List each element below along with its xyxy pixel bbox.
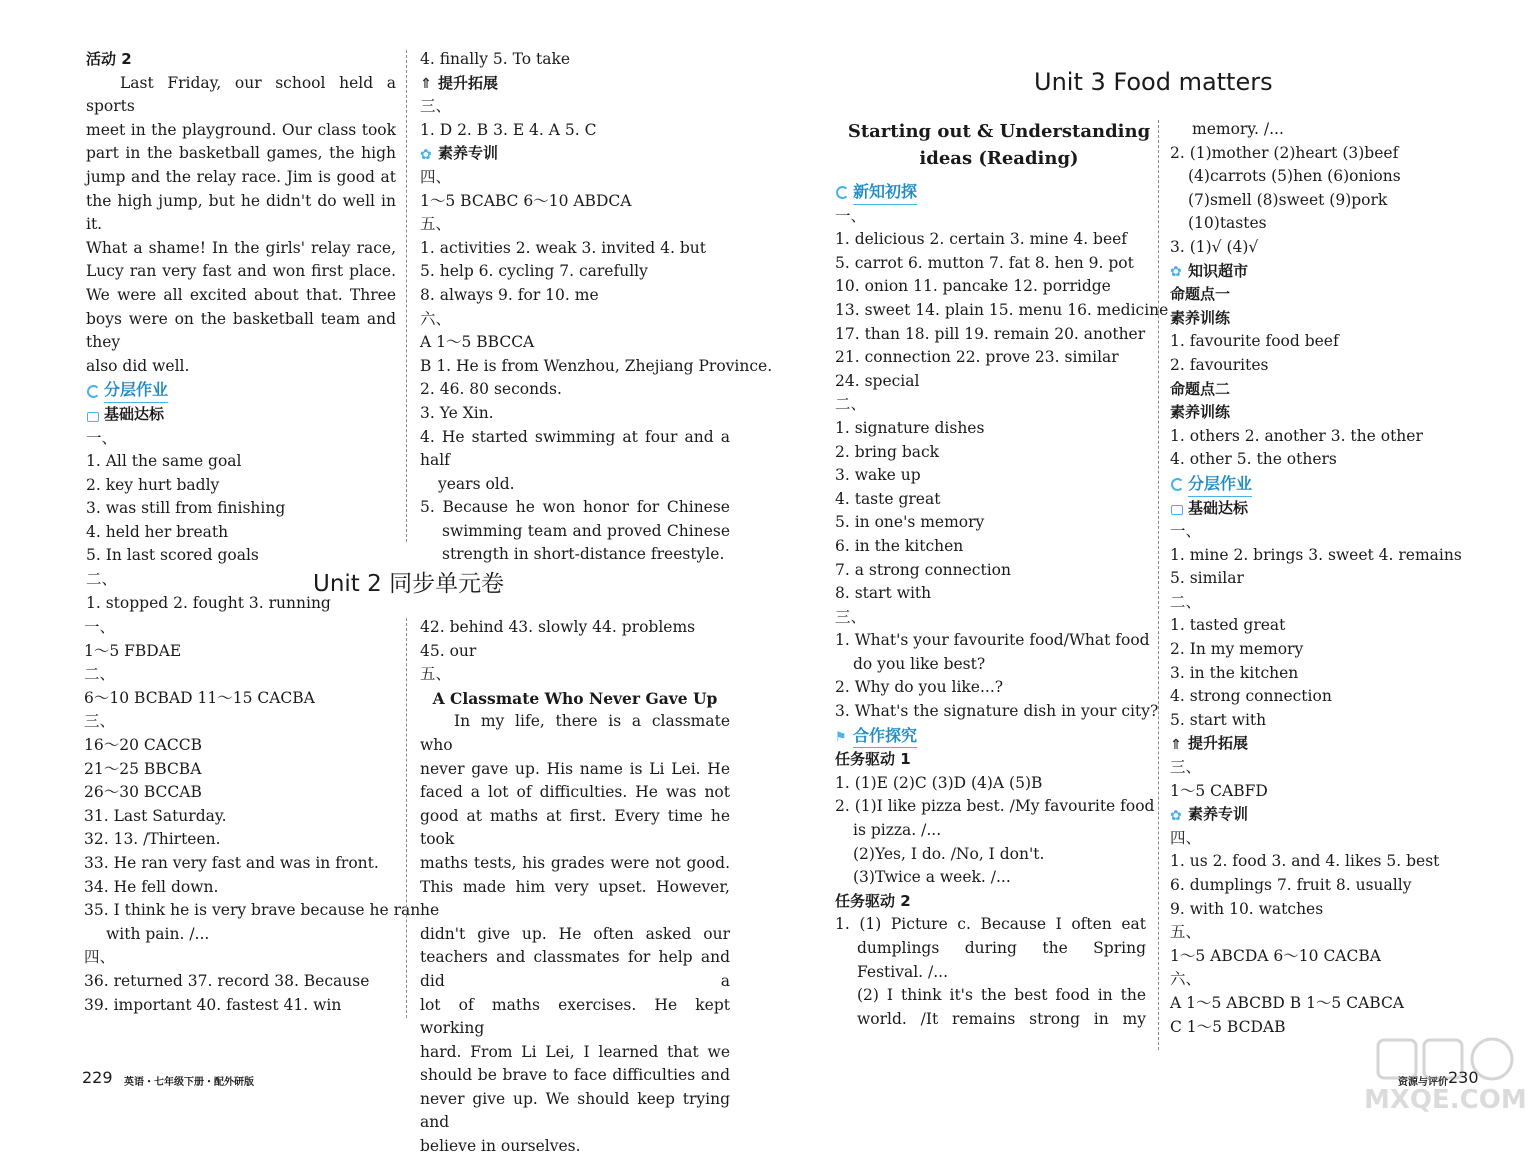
answer-line: years old. — [438, 474, 515, 493]
answer-line: didn't give up. He often asked our — [420, 924, 730, 943]
column-divider — [1158, 120, 1159, 1050]
answer-line: 1. tasted great — [1170, 616, 1286, 635]
answer-line: the high jump, but he didn't do well in it. — [86, 191, 396, 234]
arrow-up-icon — [420, 76, 434, 90]
answer-line: do you like best? — [853, 654, 986, 673]
answer-line: (7)smell (8)sweet (9)pork — [1188, 190, 1388, 209]
lock-icon — [1170, 501, 1184, 515]
page-number-left: 229 — [82, 1068, 113, 1087]
answer-line: 24. special — [835, 371, 920, 390]
essay-title: A Classmate Who Never Gave Up — [432, 688, 718, 708]
section-label: 任务驱动 2 — [835, 891, 911, 910]
column-divider — [406, 50, 407, 542]
answer-line: jump and the relay race. Jim is good at — [86, 167, 396, 186]
answer-line: 五、 — [1170, 923, 1202, 942]
answer-line: C 1～5 BCDAB — [1170, 1017, 1286, 1036]
answer-line: 3. in the kitchen — [1170, 663, 1299, 682]
answer-line: 一、 — [835, 206, 867, 225]
answer-line: 3. was still from finishing — [86, 499, 286, 518]
answer-line: Lucy ran very fast and won first place. — [86, 262, 396, 281]
answer-line: 五、 — [420, 215, 452, 234]
answer-line: 2. key hurt badly — [86, 475, 220, 494]
section-header-label: 新知初探 — [853, 180, 917, 205]
answer-line: faced a lot of difficulties. He was not — [420, 783, 730, 802]
answer-line: 六、 — [420, 309, 452, 328]
answer-line: 1. favourite food beef — [1170, 332, 1339, 351]
answer-line: 36. returned 37. record 38. Because — [84, 971, 370, 990]
answer-line: meet in the playground. Our class took — [86, 120, 396, 139]
section-header-label: 素养专训 — [1188, 805, 1249, 824]
answer-line: never gave up. His name is Li Lei. He — [420, 759, 730, 778]
answer-line: strength in short-distance freestyle. — [442, 545, 725, 564]
answer-line: lot of maths exercises. He kept working — [420, 995, 730, 1038]
section-header — [835, 180, 1146, 205]
section-header-label: 分层作业 — [104, 378, 168, 403]
answer-line: 1. stopped 2. fought 3. running — [86, 593, 331, 612]
answer-line: 32. 13. /Thirteen. — [84, 830, 221, 849]
answer-line: 四、 — [1170, 828, 1202, 847]
unit2-title: Unit 2 同步单元卷 — [313, 571, 505, 597]
answer-line: 8. start with — [835, 584, 932, 603]
answer-line: world. /It remains strong in my — [857, 1009, 1146, 1028]
answer-line: 17. than 18. pill 19. remain 20. another — [835, 324, 1146, 343]
answer-line: (4)carrots (5)hen (6)onions — [1188, 167, 1401, 186]
answer-line: 5. start with — [1170, 710, 1267, 729]
answer-line: 五、 — [420, 665, 452, 684]
section-header — [420, 72, 730, 96]
answer-line: 26～30 BCCAB — [84, 783, 202, 802]
page-number-right: 230 — [1448, 1068, 1479, 1087]
answer-line: 6～10 BCBAD 11～15 CACBA — [84, 688, 315, 707]
answer-line: 2. In my memory — [1170, 640, 1304, 659]
right-page — [768, 0, 1536, 1118]
answer-line: 2. favourites — [1170, 355, 1269, 374]
answer-line: Festival. /... — [857, 962, 949, 981]
answer-line: 二、 — [835, 395, 867, 414]
answer-line: 1. delicious 2. certain 3. mine 4. beef — [835, 230, 1128, 249]
left-column-4 — [420, 616, 730, 1159]
answer-line: 5. In last scored goals — [86, 546, 259, 565]
answer-line: (10)tastes — [1188, 214, 1267, 233]
answer-line: 1. What's your favourite food/What food — [835, 631, 1150, 650]
answer-line: 一、 — [86, 428, 118, 447]
star-icon — [1170, 264, 1184, 278]
answer-line: 3. wake up — [835, 466, 921, 485]
section-header-label: 基础达标 — [1188, 498, 1249, 517]
section-header-label: 素养专训 — [438, 144, 499, 163]
answer-line: 4. strong connection — [1170, 687, 1332, 706]
answer-line: (2)Yes, I do. /No, I don't. — [853, 844, 1045, 863]
answer-line: 2. (1)mother (2)heart (3)beef — [1170, 143, 1399, 162]
answer-line: 33. He ran very fast and was in front. — [84, 853, 379, 872]
answer-line: 16～20 CACCB — [84, 735, 203, 754]
answer-line: 4. He started swimming at four and a half — [420, 427, 730, 470]
answer-line: 21～25 BBCBA — [84, 759, 202, 778]
answer-line: with pain. /... — [106, 924, 210, 943]
answer-line: 4. held her breath — [86, 522, 229, 541]
answer-line: 二、 — [86, 570, 118, 589]
answer-line: boys were on the basketball team and they — [86, 309, 396, 352]
answer-line: 1～5 CABFD — [1170, 781, 1268, 800]
answer-line: 5. help 6. cycling 7. carefully — [420, 262, 648, 281]
answer-line: 1. mine 2. brings 3. sweet 4. remains — [1170, 545, 1462, 564]
section-header — [835, 724, 1146, 749]
answer-line: teachers and classmates for help and did a — [420, 948, 730, 990]
section-header-label: 分层作业 — [1188, 472, 1252, 497]
answer-line: (3)Twice a week. /... — [853, 868, 1011, 887]
section-header-label: 提升拓展 — [438, 73, 499, 92]
answer-line: 4. finally 5. To take — [420, 50, 571, 68]
answer-line: believe in ourselves. — [420, 1137, 581, 1156]
answer-line: 9. with 10. watches — [1170, 899, 1324, 918]
unit3-title: Unit 3 Food matters — [1034, 68, 1273, 96]
answer-line: 35. I think he is very brave because he ran — [84, 901, 421, 920]
section-header — [1170, 732, 1476, 756]
answer-line: 5. Because he won honor for Chinese — [420, 498, 730, 517]
answer-line: 2. 46. 80 seconds. — [420, 380, 562, 399]
section-title-line-2: ideas (Reading) — [919, 148, 1079, 169]
answer-line: is pizza. /... — [853, 821, 942, 840]
section-label: 任务驱动 1 — [835, 750, 911, 769]
answer-line: 二、 — [84, 665, 116, 684]
swirl-icon — [86, 384, 100, 398]
answer-line: 四、 — [84, 948, 116, 967]
section-header — [1170, 472, 1476, 497]
answer-line: 6. dumplings 7. fruit 8. usually — [1170, 876, 1412, 894]
section-header — [86, 378, 396, 403]
answer-line: dumplings during the Spring — [857, 939, 1146, 957]
answer-line: 5. carrot 6. mutton 7. fat 8. hen 9. pot — [835, 253, 1134, 272]
answer-line: 1. signature dishes — [835, 418, 985, 437]
section-header-label: 知识超市 — [1188, 261, 1249, 280]
left-column-2 — [420, 48, 773, 567]
answer-line: 2. bring back — [835, 442, 940, 461]
section-title-line-1: Starting out & Understanding — [847, 121, 1151, 142]
answer-line: 三、 — [84, 712, 116, 731]
answer-line: never give up. We should keep trying and — [420, 1089, 730, 1132]
answer-line: memory. /... — [1192, 120, 1284, 138]
answer-line: In my life, there is a classmate who — [420, 712, 730, 754]
answer-line: 2. Why do you like...? — [835, 678, 1004, 697]
watermark-logo — [1360, 1034, 1530, 1114]
answer-line: hard. From Li Lei, I learned that we — [420, 1042, 730, 1061]
answer-line: 1. others 2. another 3. the other — [1170, 426, 1423, 445]
left-column-1 — [86, 48, 396, 615]
answer-line: 8. always 9. for 10. me — [420, 285, 599, 304]
answer-line: 1～5 ABCDA 6～10 CACBA — [1170, 946, 1381, 965]
answer-line: 一、 — [1170, 522, 1202, 541]
answer-line: We were all excited about that. Three — [86, 285, 396, 304]
section-label: 素养训练 — [1170, 403, 1231, 422]
answer-line: 1. activities 2. weak 3. invited 4. but — [420, 238, 706, 257]
answer-line: (2) I think it's the best food in the — [857, 986, 1146, 1005]
star-icon — [1170, 808, 1184, 822]
answer-line: 13. sweet 14. plain 15. menu 16. medicine — [835, 300, 1169, 319]
left-column-3 — [84, 616, 421, 1017]
answer-line: 5. in one's memory — [835, 513, 985, 532]
answer-line: Last Friday, our school held a sports — [86, 73, 396, 116]
answer-line: 1～5 FBDAE — [84, 641, 182, 660]
answer-line: 三、 — [1170, 758, 1202, 777]
flag-icon — [835, 729, 849, 743]
answer-line: B 1. He is from Wenzhou, Zhejiang Province. — [420, 356, 773, 375]
answer-line: 三、 — [420, 97, 452, 116]
section-header-label: 提升拓展 — [1188, 734, 1249, 753]
column-divider — [406, 618, 407, 1018]
answer-line: 二、 — [1170, 592, 1202, 611]
watermark-text: MXQE.COM — [1364, 1085, 1527, 1115]
right-column-2 — [1170, 118, 1476, 1039]
answer-line: 7. a strong connection — [835, 560, 1011, 579]
section-header-label: 合作探究 — [853, 724, 917, 749]
section-label: 活动 2 — [86, 50, 132, 68]
answer-line: 1. All the same goal — [86, 452, 242, 471]
answer-line: 42. behind 43. slowly 44. problems — [420, 618, 696, 636]
section-header — [1170, 497, 1476, 521]
answer-line: part in the basketball games, the high — [86, 144, 396, 163]
answer-line: 39. important 40. fastest 41. win — [84, 995, 342, 1014]
answer-line: A 1～5 BBCCA — [420, 333, 535, 352]
section-header — [86, 403, 396, 427]
answer-line: 21. connection 22. prove 23. similar — [835, 348, 1119, 367]
answer-line: 3. (1)√ (4)√ — [1170, 237, 1259, 256]
answer-line: maths tests, his grades were not good. — [420, 853, 730, 872]
section-label: 命题点一 — [1170, 285, 1231, 304]
answer-line: 4. other 5. the others — [1170, 450, 1337, 469]
answer-line: This made him very upset. However, he — [420, 877, 730, 920]
answer-line: 1. (1)E (2)C (3)D (4)A (5)B — [835, 773, 1043, 792]
answer-line: 5. similar — [1170, 569, 1244, 588]
section-header — [1170, 803, 1476, 827]
section-header — [1170, 260, 1476, 284]
answer-line: 6. in the kitchen — [835, 536, 964, 555]
answer-line: 4. taste great — [835, 489, 941, 508]
star-icon — [420, 147, 434, 161]
answer-line: swimming team and proved Chinese — [442, 521, 730, 540]
swirl-icon — [835, 185, 849, 199]
answer-line: 1. D 2. B 3. E 4. A 5. C — [420, 120, 597, 139]
answer-line: 34. He fell down. — [84, 877, 219, 896]
answer-line: 三、 — [835, 607, 867, 626]
answer-line: 六、 — [1170, 970, 1202, 989]
right-column-1 — [835, 180, 1169, 1031]
section-label: 命题点二 — [1170, 379, 1231, 398]
answer-line: 3. What's the signature dish in your city? — [835, 702, 1159, 721]
answer-line: 3. Ye Xin. — [420, 403, 494, 422]
answer-line: 31. Last Saturday. — [84, 806, 227, 825]
section-header — [420, 142, 730, 166]
answer-line: 2. (1)I like pizza best. /My favourite food — [835, 797, 1155, 816]
answer-line: 45. our — [420, 641, 477, 660]
answer-line: 1. us 2. food 3. and 4. likes 5. best — [1170, 852, 1440, 871]
answer-line: also did well. — [86, 356, 190, 375]
answer-line: What a shame! In the girls' relay race, — [86, 238, 396, 257]
answer-line: 1～5 BCABC 6～10 ABDCA — [420, 191, 632, 210]
footer-series-title: 资源与评价 — [1398, 1077, 1448, 1088]
answer-line: 一、 — [84, 618, 116, 636]
section-label: 素养训练 — [1170, 308, 1231, 327]
section-header-label: 基础达标 — [104, 404, 165, 423]
answer-line: good at maths at first. Every time he took — [420, 806, 730, 849]
answer-line: 四、 — [420, 167, 452, 186]
answer-line: should be brave to face difficulties and — [420, 1066, 730, 1085]
swirl-icon — [1170, 477, 1184, 491]
footer-book-title: 英语・七年级下册・配外研版 — [124, 1077, 254, 1088]
lock-icon — [86, 408, 100, 422]
answer-line: 10. onion 11. pancake 12. porridge — [835, 277, 1111, 296]
answer-line: A 1～5 ABCBD B 1～5 CABCA — [1170, 993, 1404, 1012]
answer-line: 1. (1) Picture c. Because I often eat — [835, 915, 1146, 934]
arrow-up-icon — [1170, 737, 1184, 751]
